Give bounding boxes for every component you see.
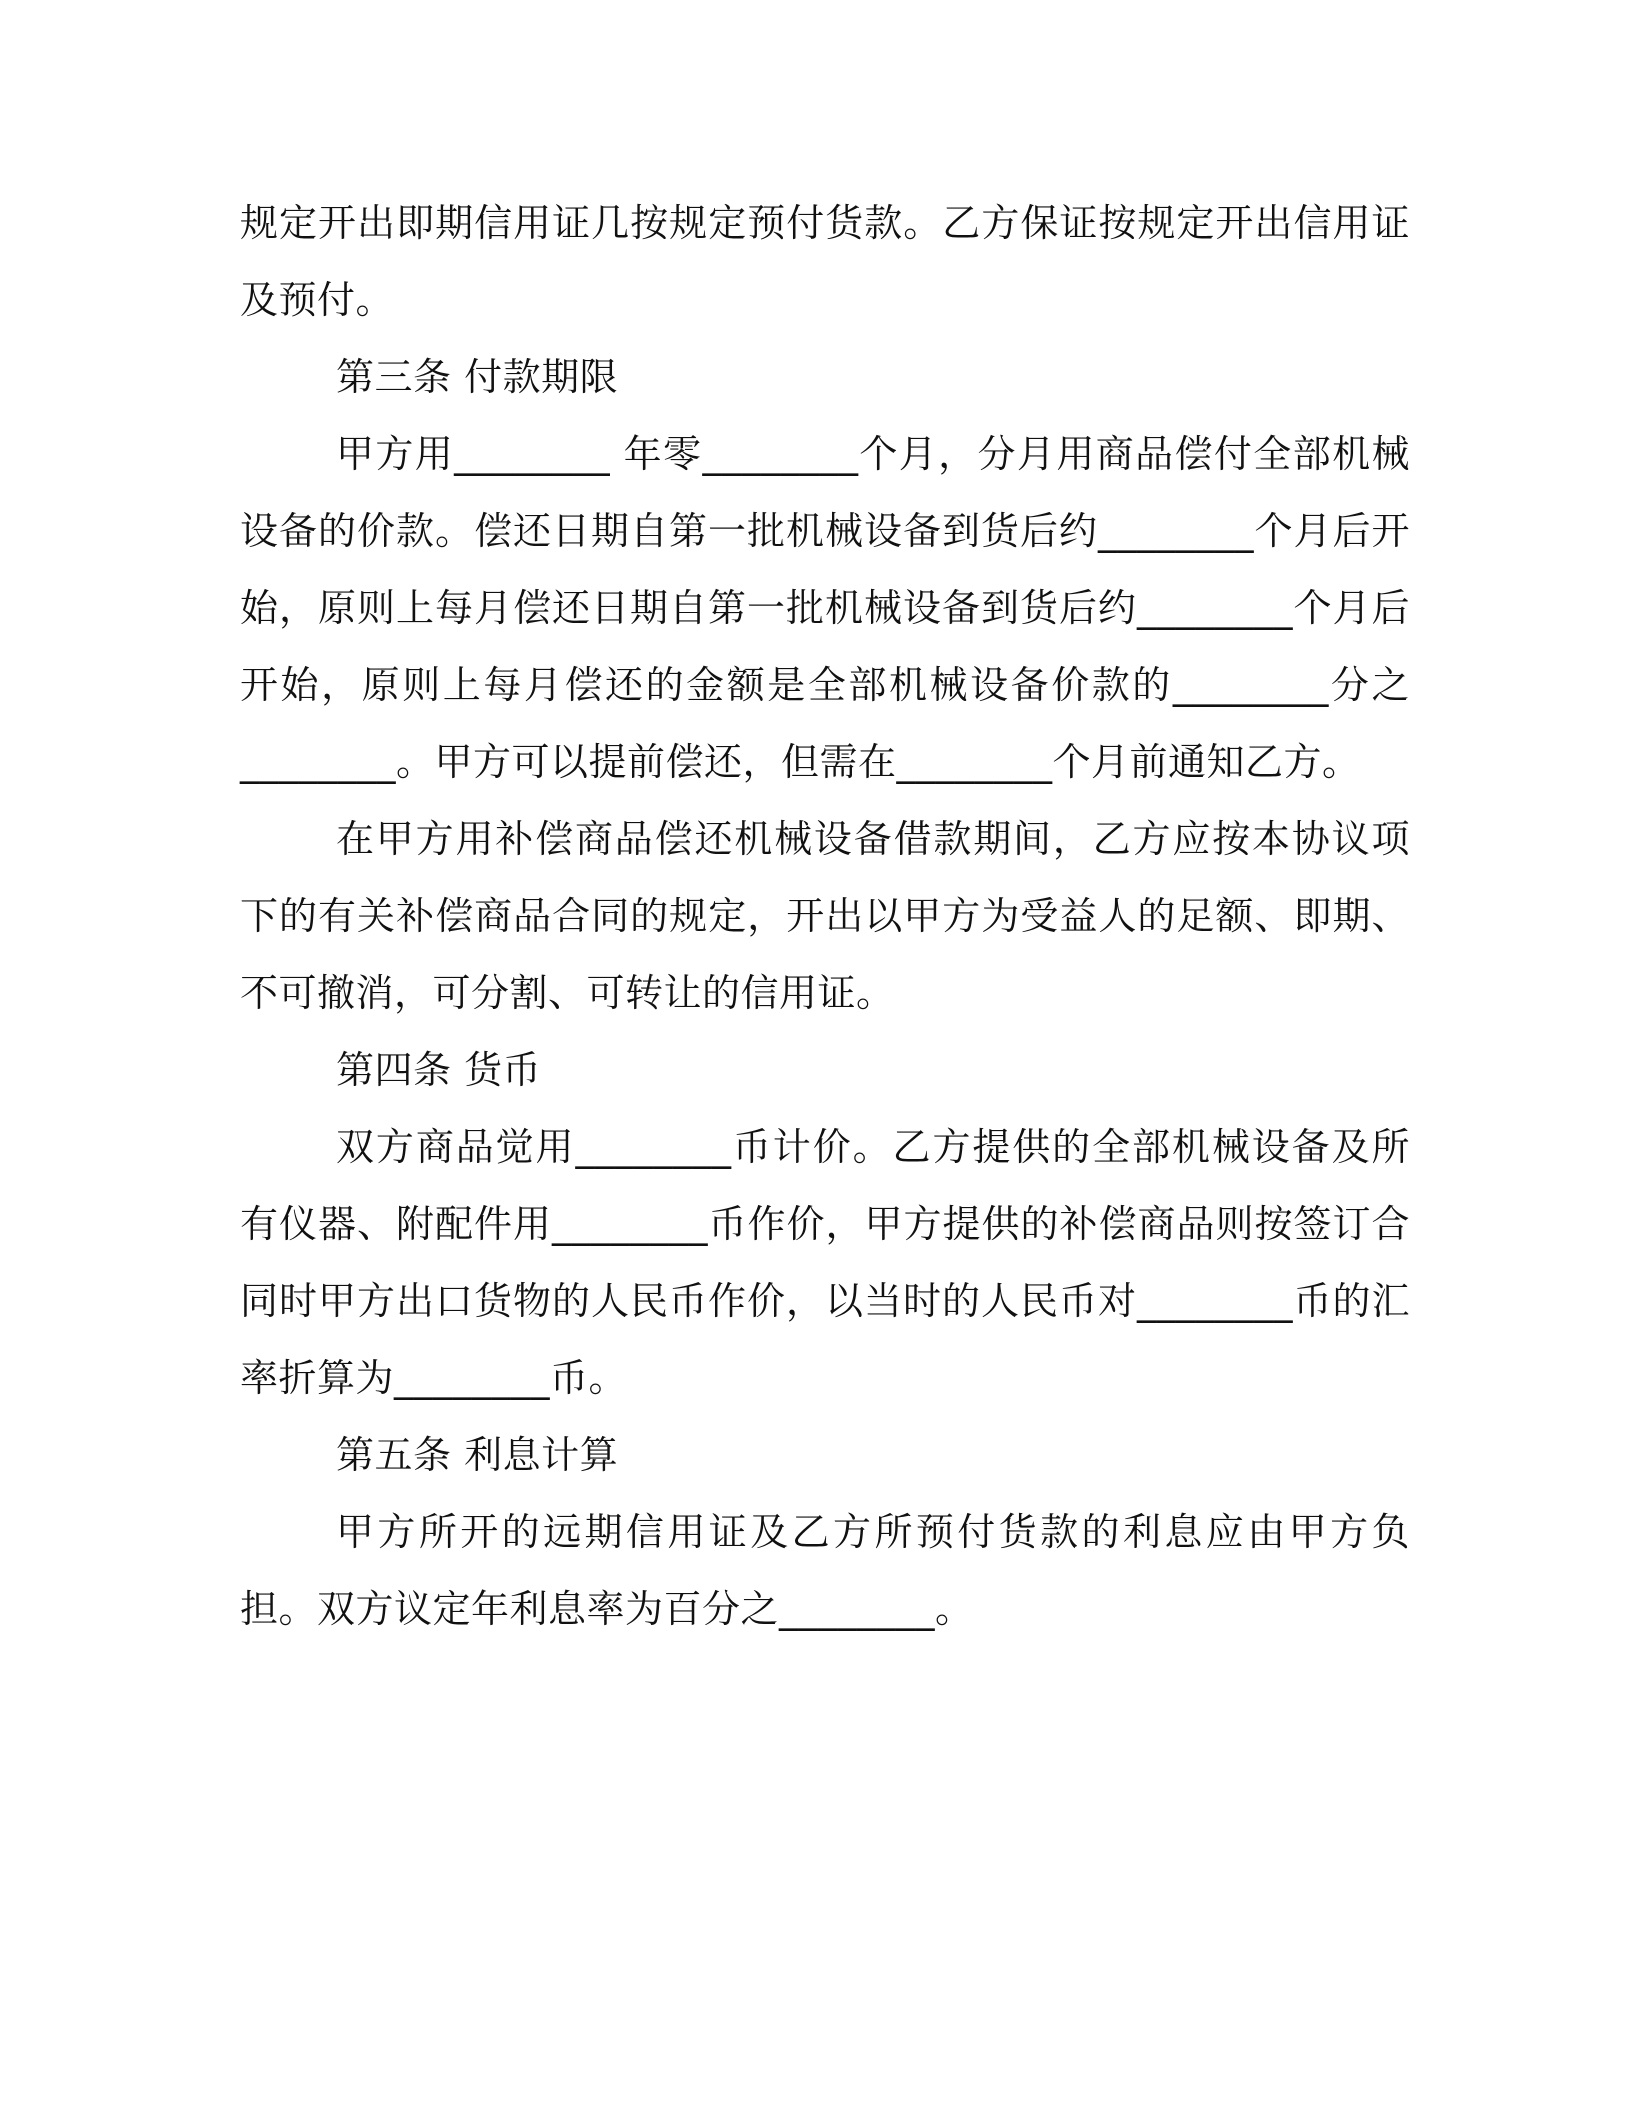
paragraph-section-3-credit: 在甲方用补偿商品偿还机械设备借款期间，乙方应按本协议项下的有关补偿商品合同的规定，开出以甲方为受益人的足额、即期、不可撤消，可分割、可转让的信用证。	[240, 817, 1410, 1015]
paragraph-section-5-interest: 甲方所开的远期信用证及乙方所预付货款的利息应由甲方负担。双方议定年利息率为百分之________。	[240, 1510, 1410, 1631]
section-heading-5: 第五条 利息计算	[336, 1433, 619, 1477]
paragraph-section-4-currency: 双方商品觉用________币计价。乙方提供的全部机械设备及所有仪器、附配件用________币作价，甲方提供的补偿商品则按签订合同时甲方出口货物的人民币作价，以当时的人民币对________币的汇率折算为________币。	[240, 1125, 1410, 1400]
section-heading-3: 第三条 付款期限	[336, 355, 619, 399]
document-body	[240, 185, 1410, 1648]
paragraph-intro: 规定开出即期信用证几按规定预付货款。乙方保证按规定开出信用证及预付。	[240, 201, 1410, 322]
paragraph-section-3-payment: 甲方用________ 年零________个月，分月用商品偿付全部机械设备的价款。偿还日期自第一批机械设备到货后约________个月后开始，原则上每月偿还日期自第一批机械设备到货后约________个月后开始，原则上每月偿还的金额是全部机械设备价款的________分之________。甲方可以提前偿还，但需在________个月前通知乙方。	[240, 432, 1410, 784]
section-heading-4: 第四条 货币	[336, 1048, 542, 1092]
